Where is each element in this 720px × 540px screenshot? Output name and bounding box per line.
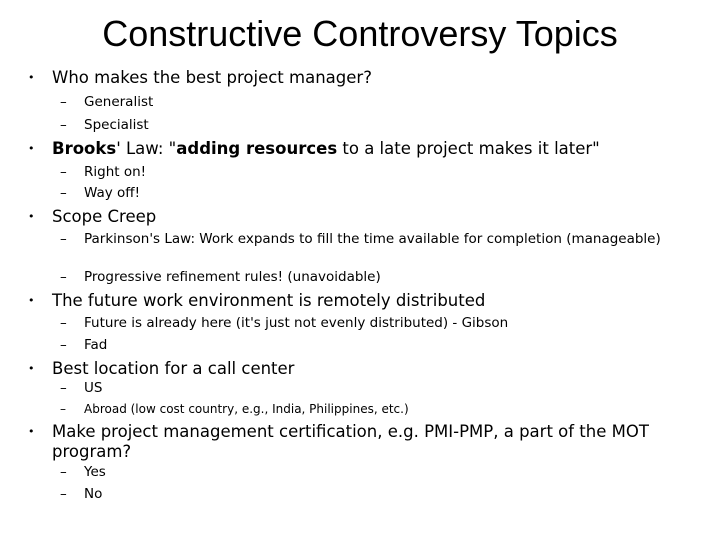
adding-resources-bold: adding resources bbox=[176, 139, 338, 158]
dash-marker: – bbox=[60, 231, 67, 247]
bullet-marker: • bbox=[28, 362, 35, 375]
dash-marker: – bbox=[60, 486, 67, 502]
sub-text: US bbox=[84, 380, 103, 396]
sub-text: Progressive refinement rules! (unavoidable) bbox=[84, 269, 381, 285]
slide-title: Constructive Controversy Topics bbox=[102, 13, 618, 54]
dash-marker: – bbox=[60, 464, 67, 480]
topic-text: Best location for a call center bbox=[52, 359, 295, 378]
sub-text: Yes bbox=[84, 464, 106, 480]
sub-text: Abroad (low cost country, e.g., India, Philippines, etc.) bbox=[84, 402, 409, 416]
topic-text: Scope Creep bbox=[52, 207, 157, 226]
sub-text: Specialist bbox=[84, 117, 149, 133]
dash-marker: – bbox=[60, 117, 67, 133]
topic-text bbox=[52, 139, 708, 159]
sub-text: Generalist bbox=[84, 94, 154, 110]
sub-text: No bbox=[84, 486, 103, 502]
sub-text: Future is already here (it's just not evenly distributed) - Gibson bbox=[84, 315, 509, 331]
bullet-marker: • bbox=[28, 294, 35, 307]
bullet-marker: • bbox=[28, 210, 35, 223]
bullet-marker: • bbox=[28, 425, 35, 438]
law-text-end: to a late project makes it later" bbox=[337, 139, 600, 158]
dash-marker: – bbox=[60, 164, 67, 180]
dash-marker: – bbox=[60, 402, 66, 416]
dash-marker: – bbox=[60, 337, 67, 353]
sub-text: Parkinson's Law: Work expands to fill the time available for completion (manageable) bbox=[84, 231, 661, 247]
bullet-marker: • bbox=[28, 142, 35, 155]
bullet-marker: • bbox=[28, 71, 35, 84]
topic-text: Who makes the best project manager? bbox=[52, 68, 372, 87]
sub-text: Right on! bbox=[84, 164, 147, 180]
dash-marker: – bbox=[60, 315, 67, 331]
sub-text: Fad bbox=[84, 337, 108, 353]
dash-marker: – bbox=[60, 269, 67, 285]
dash-marker: – bbox=[60, 380, 67, 396]
dash-marker: – bbox=[60, 185, 67, 201]
sub-text: Way off! bbox=[84, 185, 141, 201]
brooks-bold: Brooks bbox=[52, 139, 117, 158]
topic-text: The future work environment is remotely distributed bbox=[52, 291, 486, 310]
topic-text: Make project management certification, e.g. PMI-PMP, a part of the MOT program? bbox=[52, 422, 649, 461]
law-text: ' Law: " bbox=[116, 139, 177, 158]
dash-marker: – bbox=[60, 94, 67, 110]
